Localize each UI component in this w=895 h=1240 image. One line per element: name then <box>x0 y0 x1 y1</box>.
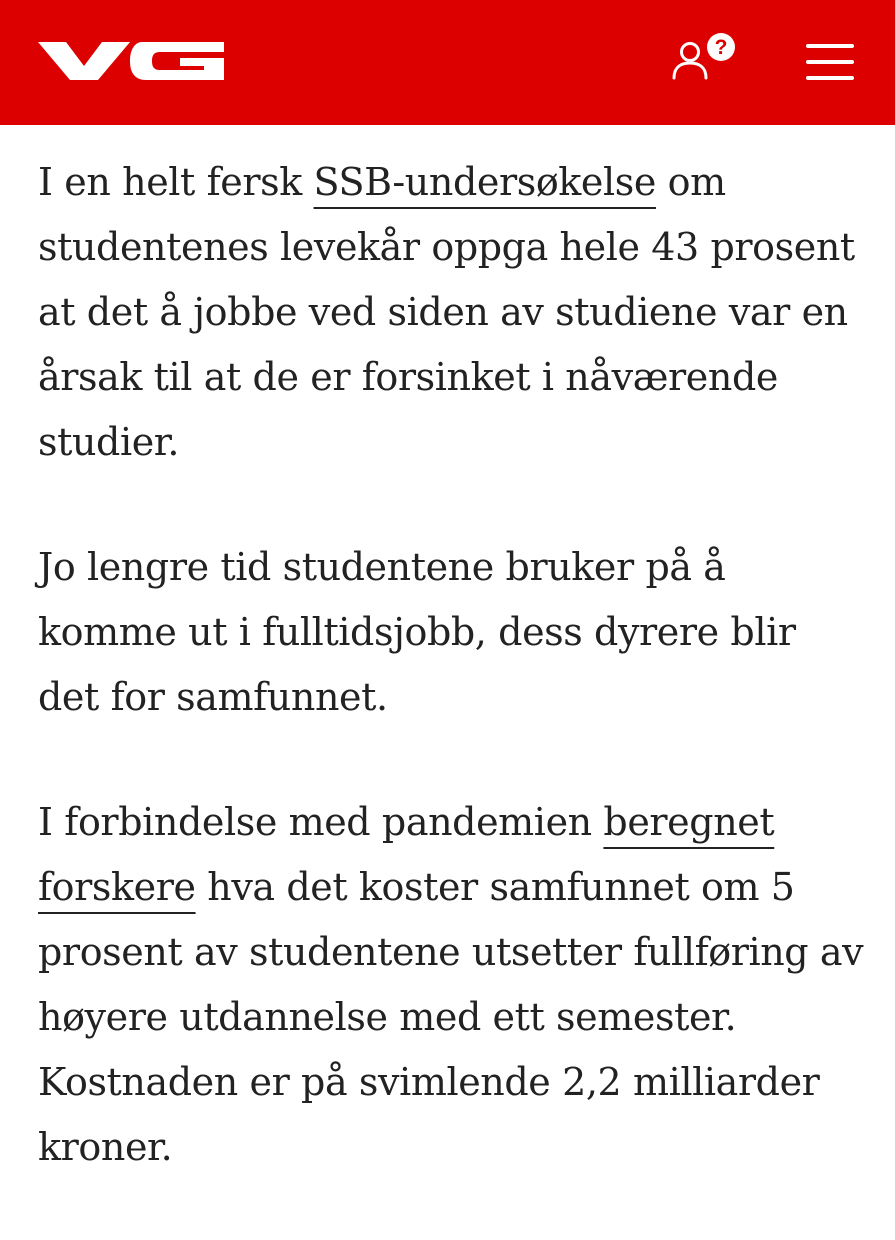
article-body <box>38 150 868 1240</box>
user-help-icon[interactable] <box>668 32 740 84</box>
researchers-estimate-link[interactable]: beregnet forskere <box>38 800 775 909</box>
svg-text:?: ? <box>714 36 728 59</box>
hamburger-menu-icon[interactable] <box>806 42 856 82</box>
vg-logo[interactable] <box>38 42 228 80</box>
article-paragraph: Jo lengre tid studentene bruker på å komme ut i fulltidsjobb, dess dyrere blir det for samfunnet. <box>38 545 796 719</box>
top-bar <box>0 0 895 125</box>
article-paragraph: I en helt fersk SSB-undersøkelse om studentenes levekår oppga hele 43 prosent at det å jobbe ved siden av studiene var en årsak til at de er forsinket i nåværende studier. <box>38 160 855 464</box>
article-paragraph: I forbindelse med pandemien beregnet forskere hva det koster samfunnet om 5 prosent av studentene utsetter fullføring av høyere utdannelse med ett semester. Kostnaden er på svimlende 2,2 milliarder kroner. <box>38 800 864 1169</box>
ssb-survey-link[interactable]: SSB-undersøkelse <box>313 160 656 204</box>
